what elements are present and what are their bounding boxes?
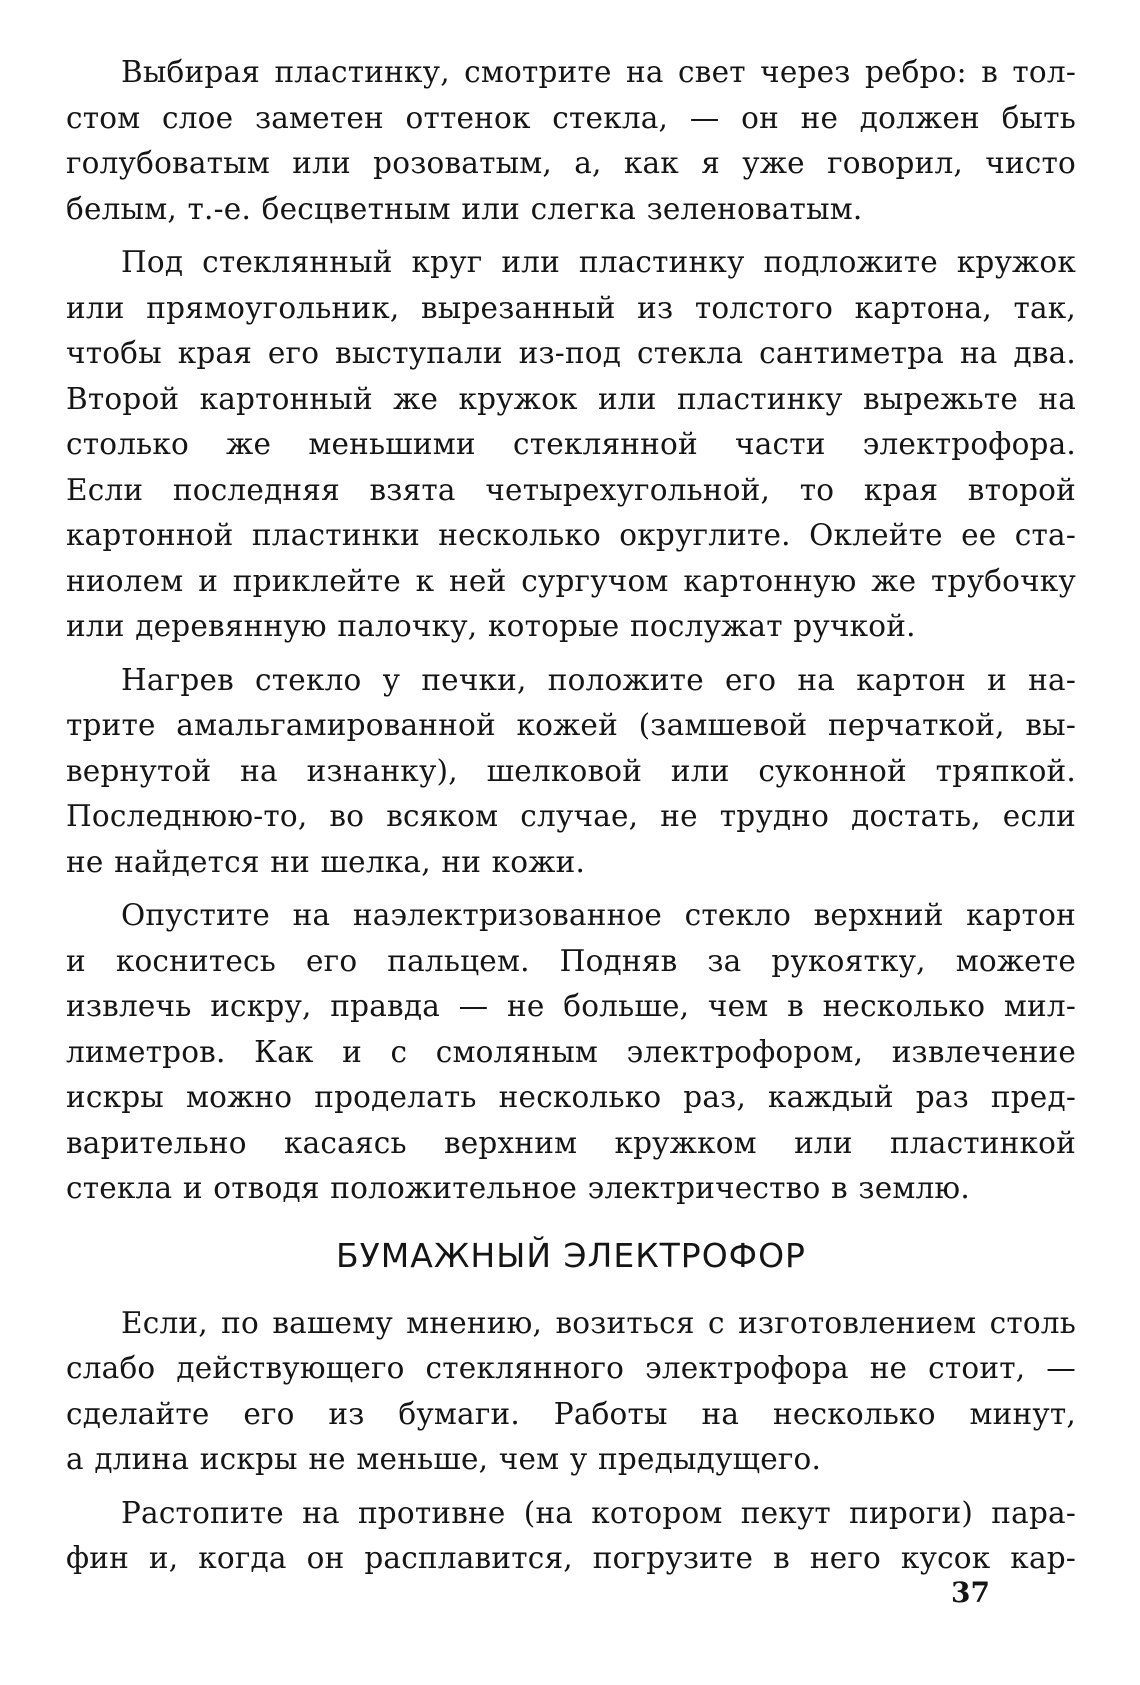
text-line: чтобы края его выступали из-под стекла сантиметра на два. [66, 336, 1076, 370]
text-line: извлечь искру, правда — не больше, чем в несколько мил- [66, 989, 1076, 1023]
text-line: Нагрев стекло у печки, положите его на картон и на- [121, 662, 1076, 697]
text-line: Если последняя взята четырехугольной, то края второй [66, 472, 1076, 507]
text-line: или деревянную палочку, которые послужат ручкой. [66, 609, 916, 643]
text-line: Растопите на противне (на котором пекут пироги) пара- [121, 1495, 1076, 1530]
text-line: белым, т.-е. бесцветным или слегка зеленоватым. [66, 191, 863, 226]
text-line: не найдется ни шелка, ни кожи. [66, 844, 586, 879]
text-line: Если, по вашему мнению, возиться с изготовлением столь [121, 1305, 1076, 1340]
text-line: голубоватым или розоватым, а, как я уже говорил, чисто [66, 146, 1076, 180]
text-line: стекла и отводя положительное электричество в землю. [66, 1171, 970, 1205]
text-line: вернутой на изнанку), шелковой или суконной тряпкой. [66, 753, 1076, 788]
paragraph [66, 240, 1076, 650]
text-block-before-heading [66, 50, 1076, 1212]
text-line: Выбирая пластинку, смотрите на свет через ребро: в тол- [121, 55, 1076, 89]
text-line: слабо действующего стеклянного электрофора не стоит, — [66, 1351, 1076, 1385]
text-line: фин и, когда он расплавится, погрузите в него кусок кар- [66, 1541, 1076, 1575]
text-line: сделайте его из бумаги. Работы на несколько минут, [66, 1396, 1076, 1431]
text-line: ниолем и приклейте к ней сургучом картонную же трубочку [66, 563, 1076, 598]
text-line: столько же меньшими стеклянной части электрофора. [66, 427, 1076, 461]
page-number: 37 [951, 1576, 990, 1609]
text-line: Последнюю-то, во всяком случае, не трудно достать, если [66, 799, 1076, 833]
text-line: и коснитесь его пальцем. Подняв за рукоятку, можете [66, 943, 1076, 978]
text-line: Под стеклянный круг или пластинку подложите кружок [121, 245, 1076, 279]
text-block-after-heading [66, 1301, 1076, 1582]
text-line: искры можно проделать несколько раз, каждый раз пред- [66, 1080, 1076, 1114]
text-line: варительно касаясь верхним кружком или пластинкой [66, 1125, 1076, 1160]
paragraph [66, 50, 1076, 232]
text-line: а длина искры не меньше, чем у предыдущего. [66, 1442, 822, 1476]
text-line: картонной пластинки несколько округлите. Оклейте ее ста- [66, 518, 1076, 552]
paragraph [66, 1491, 1076, 1582]
text-line: лиметров. Как и с смоляным электрофором, извлечение [66, 1034, 1076, 1069]
text-line: Опустите на наэлектризованное стекло верхний картон [121, 898, 1076, 932]
text-line: или прямоугольник, вырезанный из толстого картона, так, [66, 290, 1076, 325]
text-line: стом слое заметен оттенок стекла, — он не должен быть [66, 100, 1076, 135]
paragraph [66, 1301, 1076, 1483]
section-heading: БУМАЖНЫЙ ЭЛЕКТРОФОР [336, 1235, 806, 1275]
text-line: трите амальгамированной кожей (замшевой перчаткой, вы- [66, 708, 1076, 742]
paragraph [66, 658, 1076, 886]
page-body [66, 50, 1076, 1582]
paragraph [66, 893, 1076, 1212]
text-line: Второй картонный же кружок или пластинку вырежьте на [66, 381, 1076, 416]
